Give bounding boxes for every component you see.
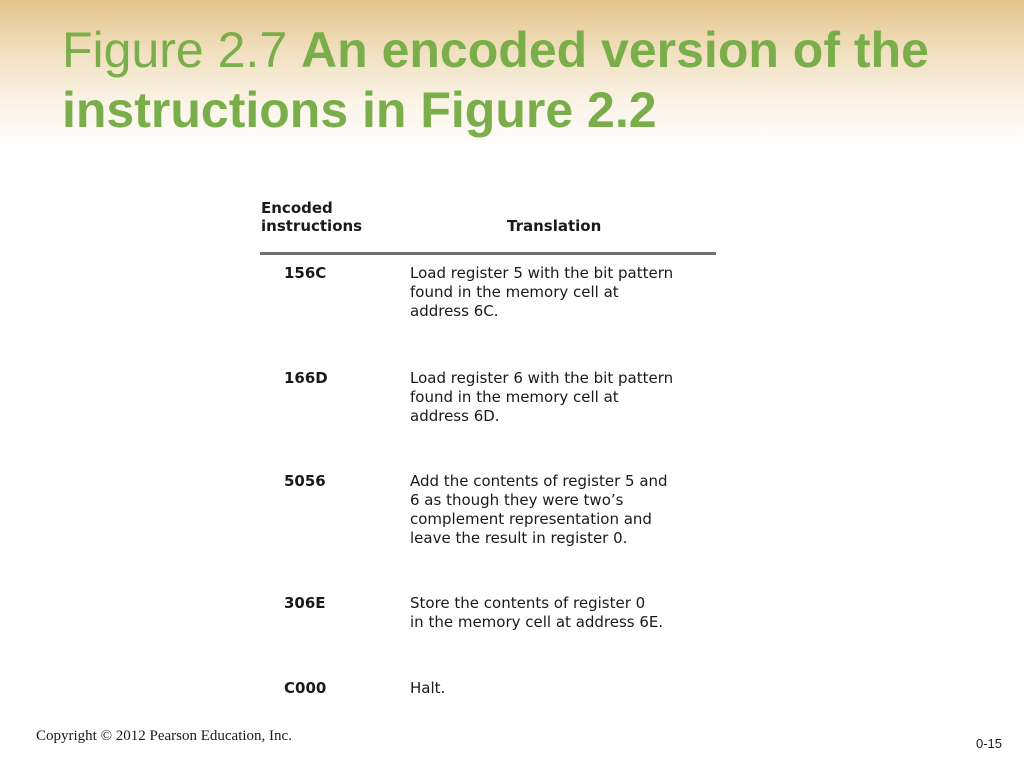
header-encoded-instructions: Encoded instructions bbox=[261, 199, 363, 235]
encoded-instruction: C000 bbox=[284, 679, 327, 697]
encoded-instruction: 166D bbox=[284, 369, 328, 387]
figure-table bbox=[260, 196, 716, 697]
footer-copyright: Copyright © 2012 Pearson Education, Inc. bbox=[36, 728, 292, 744]
instruction-translation: Load register 5 with the bit pattern found in the memory cell at address 6C. bbox=[410, 264, 674, 320]
instruction-translation: Load register 6 with the bit pattern found in the memory cell at address 6D. bbox=[410, 369, 674, 425]
instruction-translation: Add the contents of register 5 and 6 as though they were two’s complement representation and leave the result in register 0. bbox=[410, 472, 668, 547]
encoded-instruction: 5056 bbox=[284, 472, 326, 490]
page-number: 0-15 bbox=[976, 736, 1003, 751]
title-bold-text: An encoded version of the instructions in Figure 2.2 bbox=[62, 22, 929, 138]
slide-title bbox=[62, 20, 1012, 140]
encoded-instruction: 156C bbox=[284, 264, 327, 282]
encoded-instruction: 306E bbox=[284, 594, 326, 612]
instruction-translation: Store the contents of register 0 in the memory cell at address 6E. bbox=[410, 594, 664, 631]
title-prefix: Figure 2.7 bbox=[62, 22, 288, 78]
instruction-translation: Halt. bbox=[410, 679, 446, 697]
table-header bbox=[260, 196, 716, 255]
header-translation: Translation bbox=[507, 217, 602, 235]
